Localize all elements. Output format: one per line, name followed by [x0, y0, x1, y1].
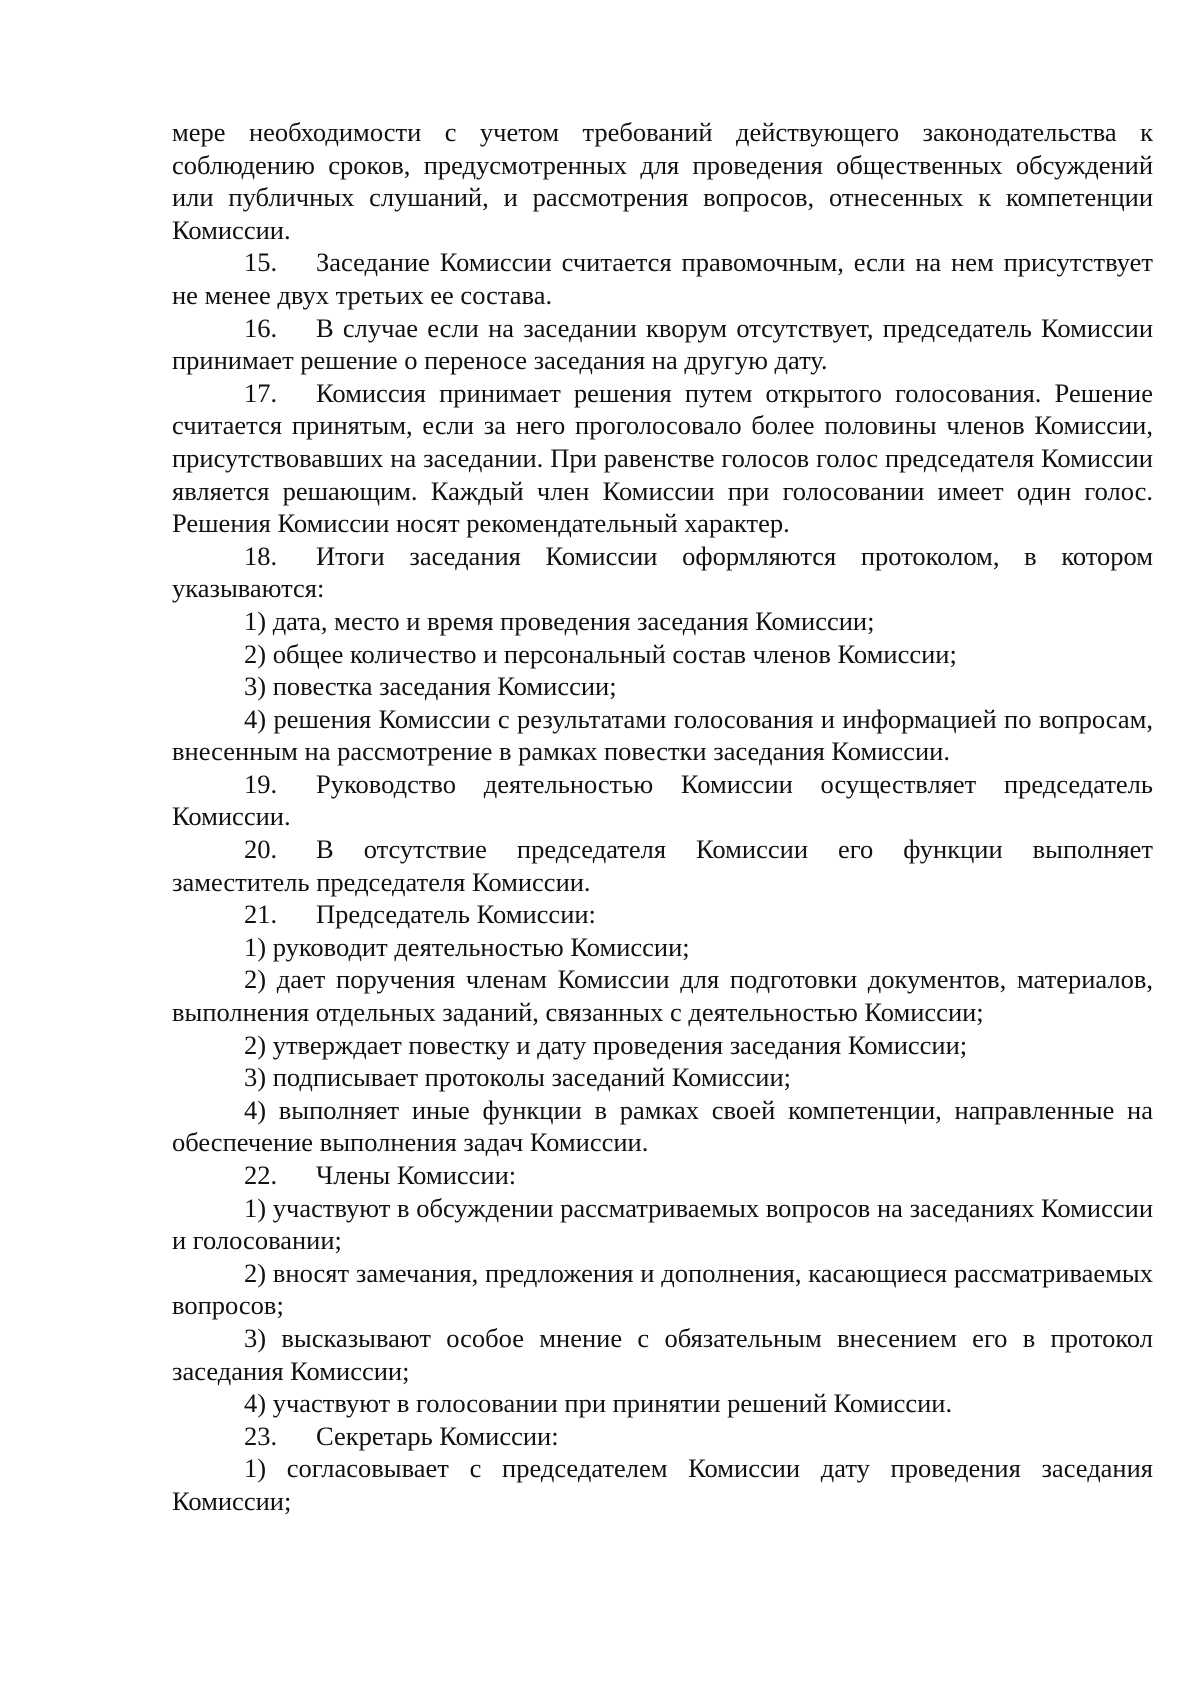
paragraph-item-16: [172, 312, 1153, 377]
paragraph-text: 1) согласовывает с председателем Комиссии дату проведения заседания Комиссии;: [172, 1453, 1153, 1516]
paragraph-text: 3) высказывают особое мнение с обязательным внесением его в протокол заседания Комиссии;: [172, 1322, 1153, 1386]
subitem: [172, 1094, 1153, 1159]
paragraph-text: Секретарь Комиссии:: [316, 1420, 559, 1451]
subitem: [172, 931, 1153, 964]
paragraph-text: мере необходимости с учетом требований действующего законодательства к соблюдению сроков, предусмотренных для проведения общественных обсуждений или публичных слушаний, и рассмотрения вопросов, отнесенных к компетенции Комиссии.: [172, 117, 1153, 245]
item-number: 18.: [244, 540, 278, 571]
paragraph-text: 4) решения Комиссии с результатами голосования и информацией по вопросам, внесенным на рассмотрение в рамках повестки заседания Комиссии.: [172, 703, 1153, 767]
paragraph-item-21: [172, 898, 1153, 931]
subitem: [172, 670, 1153, 703]
item-number: 21.: [244, 899, 278, 930]
subitem: [172, 703, 1153, 768]
item-number: 20.: [244, 834, 278, 865]
paragraph-item-18: [172, 540, 1153, 605]
paragraph-text: Комиссия принимает решения путем открытого голосования. Решение считается принятым, если за него проголосовало более половины членов Комиссии, присутствовавших на заседании. При равенстве голосов голос председателя Комиссии является решающим. Каждый член Комиссии при голосовании имеет один голос. Решения Комиссии носят рекомендательный характер.: [172, 377, 1153, 539]
subitem: [172, 1061, 1153, 1094]
paragraph-text: Заседание Комиссии считается правомочным, если на нем присутствует не менее двух третьих ее состава.: [172, 247, 1153, 310]
paragraph-text: 1) руководит деятельностью Комиссии;: [244, 931, 690, 962]
item-number: 19.: [244, 768, 278, 799]
subitem: [172, 638, 1153, 671]
paragraph-text: 1) дата, место и время проведения заседания Комиссии;: [244, 605, 875, 636]
document-page: [172, 116, 1153, 1518]
paragraph-text: 4) участвуют в голосовании при принятии решений Комиссии.: [244, 1388, 953, 1419]
paragraph-text: 1) участвуют в обсуждении рассматриваемых вопросов на заседаниях Комиссии и голосовании;: [172, 1192, 1153, 1256]
paragraph-text: 4) выполняет иные функции в рамках своей компетенции, направленные на обеспечение выполнения задач Комиссии.: [172, 1094, 1153, 1158]
subitem: [172, 1257, 1153, 1322]
item-number: 23.: [244, 1420, 278, 1451]
paragraph-text: 2) вносят замечания, предложения и дополнения, касающиеся рассматриваемых вопросов;: [172, 1257, 1153, 1321]
subitem: [172, 1322, 1153, 1387]
paragraph-text: 2) утверждает повестку и дату проведения заседания Комиссии;: [244, 1029, 968, 1060]
paragraph-text: Руководство деятельностью Комиссии осуществляет председатель Комиссии.: [172, 768, 1153, 832]
paragraph-text: В отсутствие председателя Комиссии его функции выполняет заместитель председателя Комиссии.: [172, 834, 1153, 897]
paragraph-item-23: [172, 1420, 1153, 1453]
subitem: [172, 1452, 1153, 1517]
subitem: [172, 1029, 1153, 1062]
item-number: 22.: [244, 1160, 278, 1190]
paragraph-text: 2) дает поручения членам Комиссии для подготовки документов, материалов, выполнения отдельных заданий, связанных с деятельностью Комиссии;: [172, 964, 1153, 1028]
paragraph-item-19: [172, 768, 1153, 833]
paragraph-item-17: [172, 377, 1153, 540]
paragraph-item-15: [172, 246, 1153, 311]
paragraph-text: Председатель Комиссии:: [316, 899, 596, 930]
paragraph-continuation: [172, 116, 1153, 246]
paragraph-text: В случае если на заседании кворум отсутствует, председатель Комиссии принимает решение о переносе заседания на другую дату.: [172, 312, 1153, 376]
paragraph-item-22: [172, 1159, 1153, 1192]
item-number: 17.: [244, 377, 278, 408]
paragraph-text: 3) повестка заседания Комиссии;: [244, 671, 617, 702]
paragraph-text: 2) общее количество и персональный состав членов Комиссии;: [244, 638, 957, 669]
subitem: [172, 1192, 1153, 1257]
item-number: 16.: [244, 312, 278, 343]
subitem: [172, 963, 1153, 1028]
paragraph-item-20: [172, 833, 1153, 898]
item-number: 15.: [244, 247, 278, 278]
subitem: [172, 1387, 1153, 1420]
paragraph-text: 3) подписывает протоколы заседаний Комиссии;: [244, 1062, 792, 1093]
subitem: [172, 605, 1153, 638]
paragraph-text: Члены Комиссии:: [316, 1160, 517, 1190]
paragraph-text: Итоги заседания Комиссии оформляются протоколом, в котором указываются:: [172, 540, 1153, 604]
